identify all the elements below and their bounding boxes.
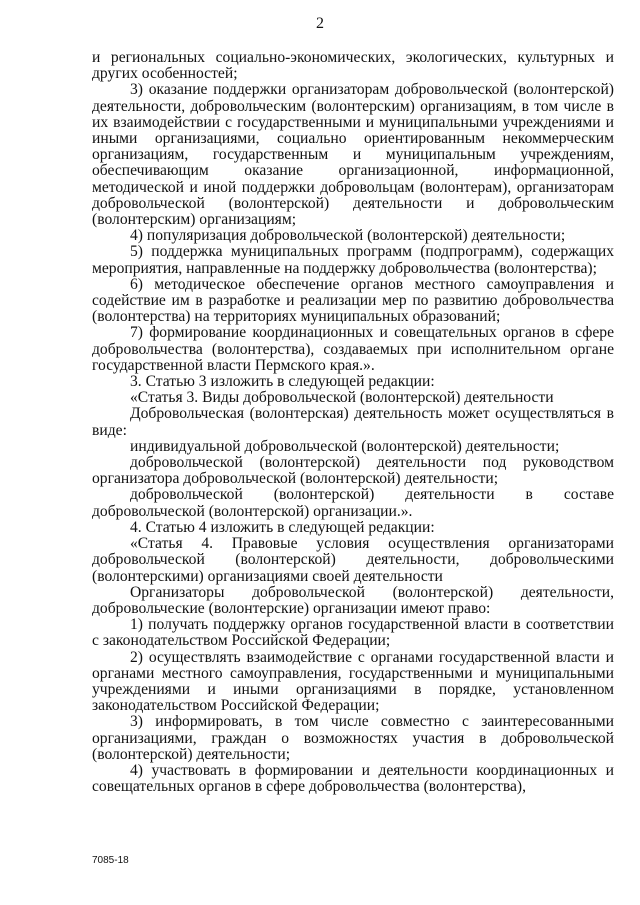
paragraph: 4. Статью 4 изложить в следующей редакции: [130, 518, 435, 536]
paragraph: 3) информировать, в том числе совместно с заинтересованными организациями, граждан о возможностях участия в добровольческой (волонтерской) деятельности; [92, 713, 614, 763]
page-number: 2 [316, 15, 324, 32]
article-heading: «Статья 4. Правовые условия осуществления организаторами добровольческой (волонтерской) деятельности, добровольческими (волонтерскими) организациями своей деятельности [92, 535, 614, 585]
paragraph: и региональных социально-экономических, экологических, культурных и других особенностей; [92, 49, 614, 83]
article-heading: «Статья 3. Виды добровольческой (волонтерской) деятельности [130, 389, 554, 407]
document-code: 7085-18 [92, 855, 129, 866]
paragraph: добровольческой (волонтерской) деятельности под руководством организатора добровольческой (волонтерской) деятельности; [92, 454, 614, 488]
paragraph: 7) формирование координационных и совещательных органов в сфере добровольчества (волонтерства), создаваемых при исполнительном органе государственной власти Пермского края.». [92, 324, 614, 374]
paragraph: 3) оказание поддержки организаторам добровольческой (волонтерской) деятельности, добровольческим (волонтерским) организациям, в том числе в их взаимодействии с государственными и муниципальными учреждениями и иными организациями, социально ориентированным некоммерческим организациям, государственным и муниципальным учреждениям, обеспечивающим оказание организационной, информационной, методической и иной поддержки добровольцам (волонтерам), организаторам добровольческой (волонтерской) деятельности и добровольческим (волонтерским) организациям; [92, 81, 614, 229]
paragraph: 5) поддержка муниципальных программ (подпрограмм), содержащих мероприятия, направленные на поддержку добровольчества (волонтерства); [92, 243, 614, 277]
paragraph: 3. Статью 3 изложить в следующей редакции: [130, 373, 435, 391]
paragraph: 1) получать поддержку органов государственной власти в соответствии с законодательством Российской Федерации; [92, 616, 614, 650]
paragraph: 2) осуществлять взаимодействие с органами государственной власти и органами местного самоуправления, государственными и муниципальными учреждениями и иными организациями в порядке, установленном законодательством Российской Федерации; [92, 648, 614, 715]
paragraph: 4) популяризация добровольческой (волонтерской) деятельности; [130, 227, 566, 245]
document-body [92, 50, 614, 795]
paragraph: индивидуальной добровольческой (волонтерской) деятельности; [130, 437, 560, 455]
paragraph: добровольческой (волонтерской) деятельности в составе добровольческой (волонтерской) организации.». [92, 486, 614, 520]
paragraph: 4) участвовать в формировании и деятельности координационных и совещательных органов в сфере добровольчества (волонтерства), [92, 761, 614, 796]
paragraph: Организаторы добровольческой (волонтерской) деятельности, добровольческие (волонтерские) организации имеют право: [92, 583, 614, 617]
paragraph: 6) методическое обеспечение органов местного самоуправления и содействие им в разработке и реализации мер по развитию добровольчества (волонтерства) на территориях муниципальных образований; [92, 275, 614, 326]
paragraph: Добровольческая (волонтерская) деятельность может осуществляться в виде: [92, 405, 614, 439]
